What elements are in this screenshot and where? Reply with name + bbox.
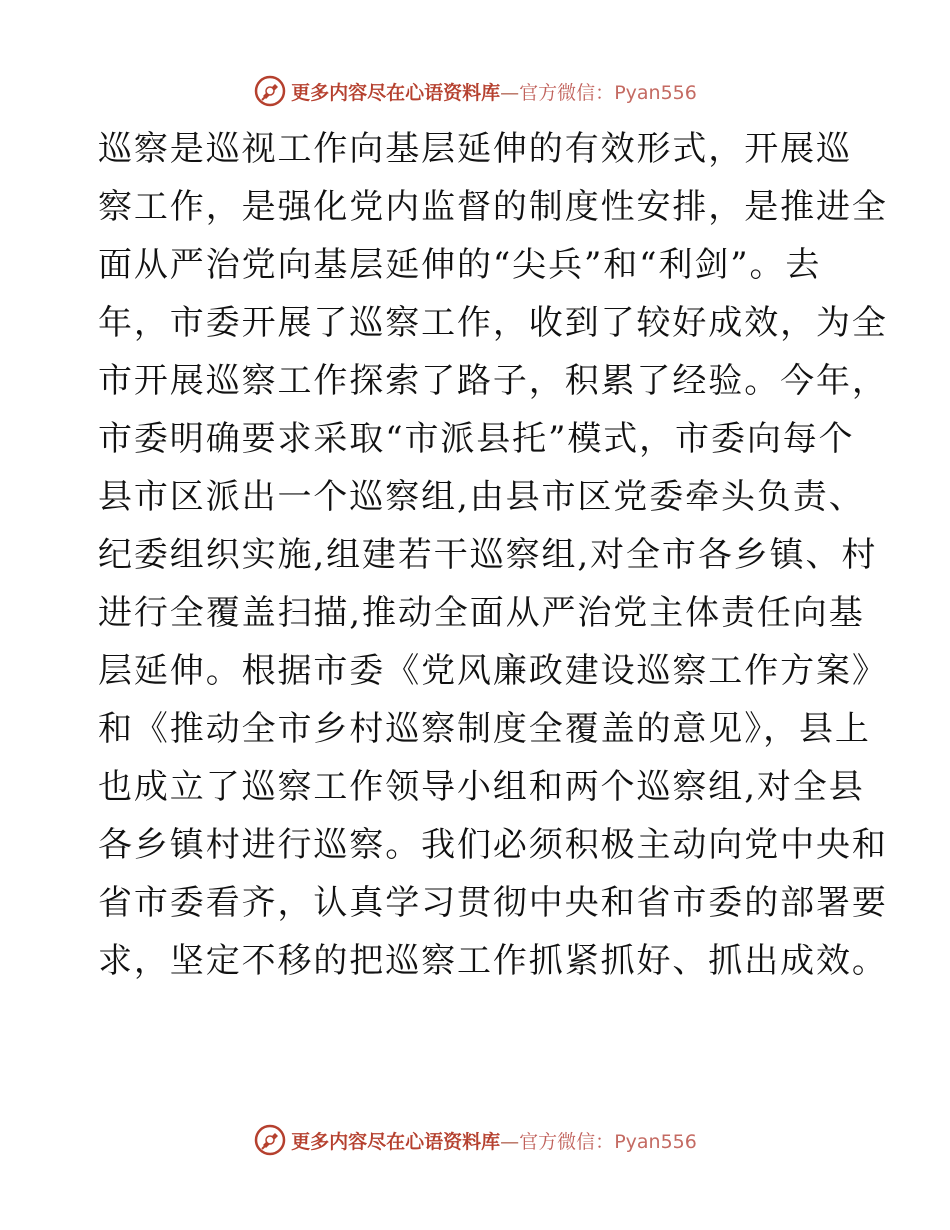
body-line: 面从严治党向基层延伸的“尖兵”和“利剑”。去 [98,245,822,285]
body-line: 求，坚定不移的把巡察工作抓紧抓好、抓出成效。 [98,941,888,981]
body-line: 和《推动全市乡村巡察制度全覆盖的意见》，县上 [98,709,871,749]
body-line: 层延伸。根据市委《党风廉政建设巡察工作方案》 [98,651,888,691]
body-line: 市开展巡察工作探索了路子，积累了经验。今年， [98,361,888,401]
seal-logo-icon [253,74,287,108]
body-line: 年，市委开展了巡察工作，收到了较好成效，为全 [98,303,888,343]
body-line: 也成立了巡察工作领导小组和两个巡察组,对全县 [98,767,865,807]
watermark-dash: — [500,81,520,104]
body-line: 察工作，是强化党内监督的制度性安排，是推进全 [98,187,888,227]
watermark-wechat-label: 官方微信： [519,1130,615,1153]
body-line: 巡察是巡视工作向基层延伸的有效形式，开展巡 [98,129,852,169]
watermark-wechat-label: 官方微信： [519,81,615,104]
body-line: 纪委组织实施,组建若干巡察组,对全市各乡镇、村 [98,535,878,575]
watermark-wechat-id: Pyan556 [614,81,697,104]
body-line: 县市区派出一个巡察组,由县市区党委牵头负责、 [98,477,865,517]
body-line: 进行全覆盖扫描,推动全面从严治党主体责任向基 [98,593,865,633]
watermark-brand: 更多内容尽在心语资料库 [291,1130,501,1153]
footer-watermark [0,1120,950,1160]
body-line: 市委明确要求采取“市派县托”模式，市委向每个 [98,419,855,459]
seal-logo-icon [253,1123,287,1157]
body-line: 各乡镇村进行巡察。我们必须积极主动向党中央和 [98,825,888,865]
watermark-brand: 更多内容尽在心语资料库 [291,81,501,104]
body-line: 省市委看齐，认真学习贯彻中央和省市委的部署要 [98,883,888,923]
document-body [98,120,888,990]
watermark-wechat-id: Pyan556 [614,1130,697,1153]
watermark-dash: — [500,1130,520,1153]
header-watermark [0,71,950,111]
